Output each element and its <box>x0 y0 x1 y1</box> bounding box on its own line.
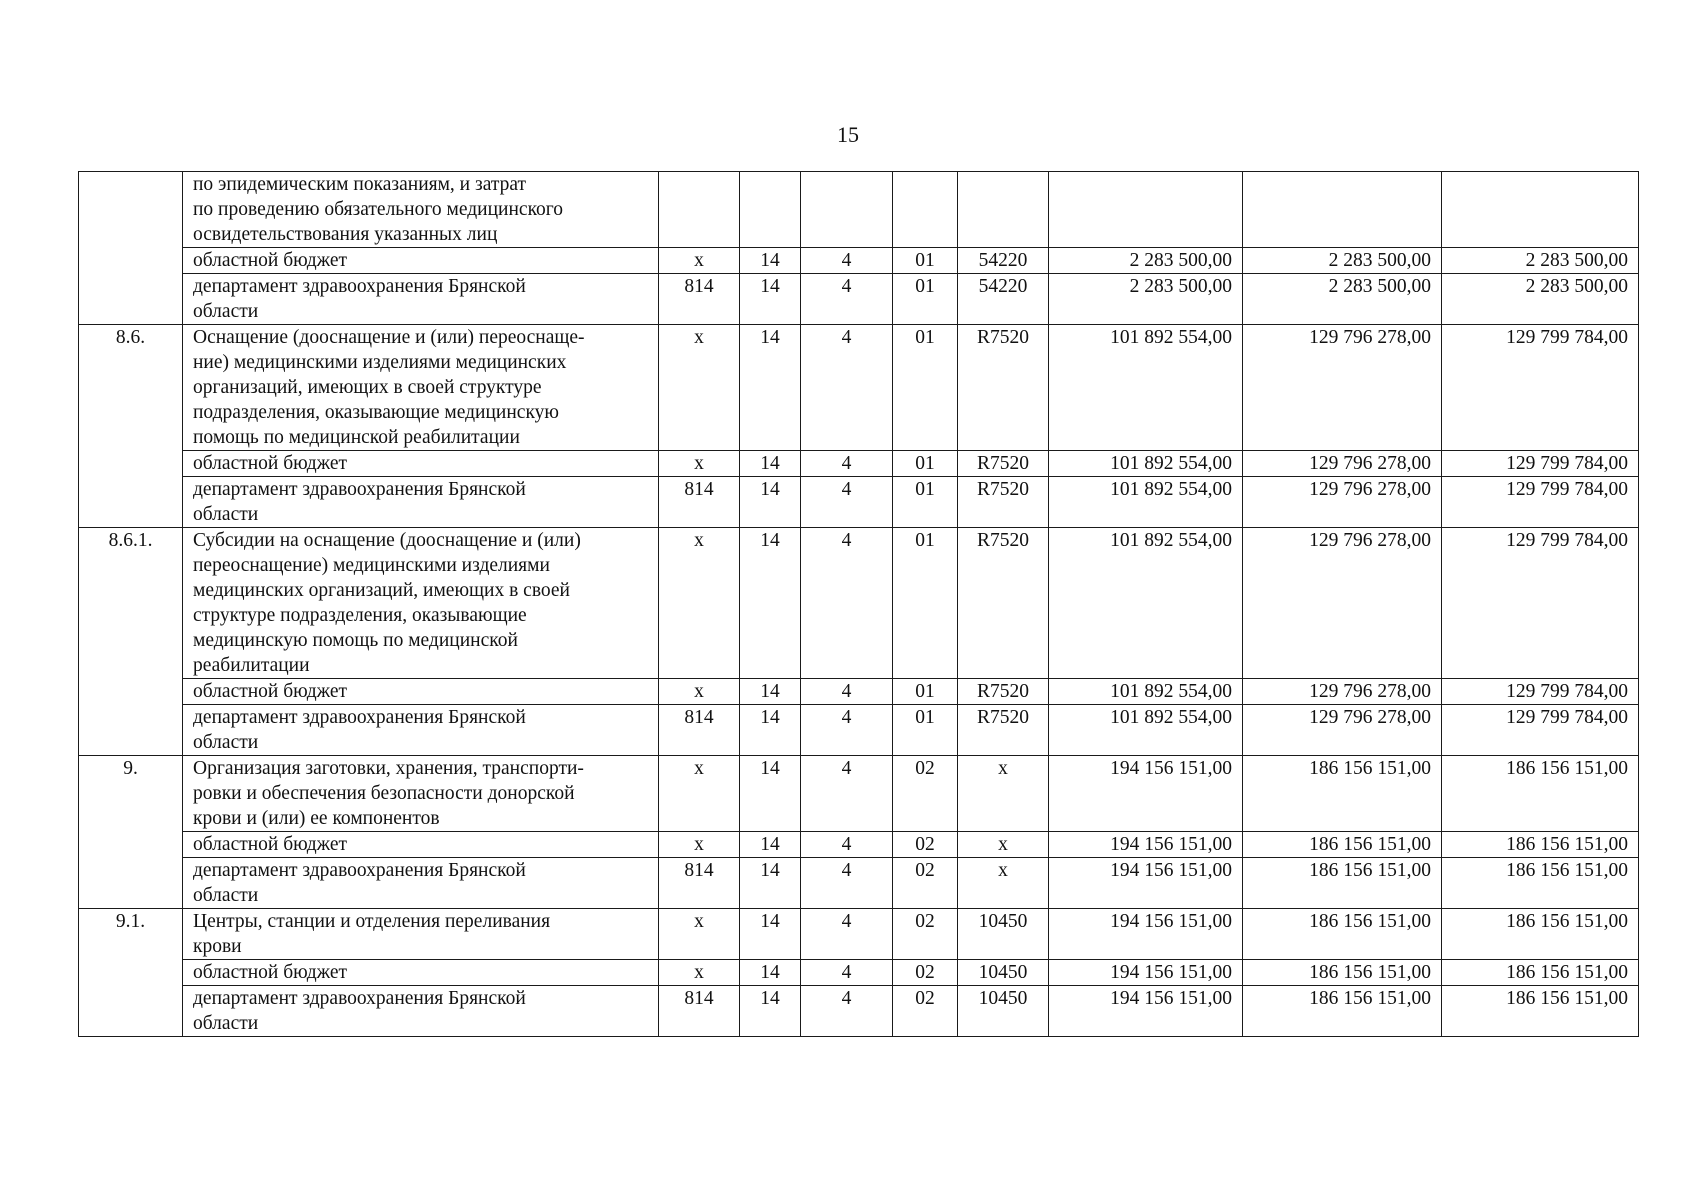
amount-year2-cell: 129 796 278,00 <box>1243 451 1442 477</box>
code-direction-cell: R7520 <box>958 705 1049 756</box>
grbs-cell: x <box>659 451 740 477</box>
code-14-cell: 14 <box>740 477 801 528</box>
description-cell: областной бюджет <box>183 679 659 705</box>
code-4-cell: 4 <box>801 248 893 274</box>
code-direction-cell: 10450 <box>958 986 1049 1037</box>
amount-year3-cell <box>1442 172 1639 248</box>
amount-year2-cell: 2 283 500,00 <box>1243 274 1442 325</box>
code-direction-cell: R7520 <box>958 451 1049 477</box>
code-section-cell: 02 <box>893 960 958 986</box>
description-cell: Центры, станции и отделения переливания крови <box>183 909 659 960</box>
amount-year1-cell: 101 892 554,00 <box>1049 705 1243 756</box>
code-4-cell: 4 <box>801 477 893 528</box>
table-row <box>79 858 1639 909</box>
description-cell: департамент здравоохранения Брянской области <box>183 274 659 325</box>
table-row <box>79 528 1639 679</box>
description-cell: департамент здравоохранения Брянской области <box>183 477 659 528</box>
description-cell: департамент здравоохранения Брянской области <box>183 705 659 756</box>
table-row <box>79 756 1639 832</box>
code-direction-cell: R7520 <box>958 477 1049 528</box>
row-number-cell <box>79 172 183 325</box>
description-cell: департамент здравоохранения Брянской области <box>183 986 659 1037</box>
code-section-cell: 02 <box>893 986 958 1037</box>
description-cell: областной бюджет <box>183 960 659 986</box>
amount-year3-cell: 129 799 784,00 <box>1442 325 1639 451</box>
code-4-cell: 4 <box>801 858 893 909</box>
code-14-cell: 14 <box>740 451 801 477</box>
amount-year2-cell: 129 796 278,00 <box>1243 705 1442 756</box>
code-4-cell: 4 <box>801 451 893 477</box>
amount-year1-cell: 101 892 554,00 <box>1049 477 1243 528</box>
amount-year1-cell: 194 156 151,00 <box>1049 960 1243 986</box>
code-4-cell: 4 <box>801 909 893 960</box>
code-14-cell: 14 <box>740 858 801 909</box>
description-cell: Субсидии на оснащение (дооснащение и (или) переоснащение) медицинскими изделиями медицинских организаций, имеющих в своей структуре подразделения, оказывающие медицинскую помощь по медицинской реабилитации <box>183 528 659 679</box>
code-section-cell <box>893 172 958 248</box>
amount-year2-cell: 129 796 278,00 <box>1243 528 1442 679</box>
code-4-cell <box>801 172 893 248</box>
description-cell: Организация заготовки, хранения, транспорти- ровки и обеспечения безопасности донорской крови и (или) ее компонентов <box>183 756 659 832</box>
grbs-cell: 814 <box>659 274 740 325</box>
code-14-cell <box>740 172 801 248</box>
description-cell: по эпидемическим показаниям, и затрат по проведению обязательного медицинского освидетельствования указанных лиц <box>183 172 659 248</box>
grbs-cell: x <box>659 528 740 679</box>
grbs-cell: 814 <box>659 986 740 1037</box>
code-section-cell: 01 <box>893 248 958 274</box>
code-section-cell: 01 <box>893 705 958 756</box>
code-section-cell: 02 <box>893 756 958 832</box>
budget-table <box>78 171 1639 1037</box>
amount-year3-cell: 186 156 151,00 <box>1442 909 1639 960</box>
code-14-cell: 14 <box>740 248 801 274</box>
amount-year3-cell: 186 156 151,00 <box>1442 960 1639 986</box>
table-row <box>79 832 1639 858</box>
table-row <box>79 325 1639 451</box>
amount-year3-cell: 129 799 784,00 <box>1442 451 1639 477</box>
amount-year2-cell: 186 156 151,00 <box>1243 909 1442 960</box>
code-section-cell: 01 <box>893 679 958 705</box>
amount-year3-cell: 129 799 784,00 <box>1442 528 1639 679</box>
code-direction-cell: 54220 <box>958 248 1049 274</box>
grbs-cell: x <box>659 832 740 858</box>
table-row <box>79 274 1639 325</box>
code-direction-cell: R7520 <box>958 325 1049 451</box>
code-4-cell: 4 <box>801 832 893 858</box>
amount-year3-cell: 186 156 151,00 <box>1442 986 1639 1037</box>
description-cell: департамент здравоохранения Брянской области <box>183 858 659 909</box>
amount-year2-cell: 2 283 500,00 <box>1243 248 1442 274</box>
code-direction-cell: 54220 <box>958 274 1049 325</box>
amount-year3-cell: 186 156 151,00 <box>1442 832 1639 858</box>
table-row <box>79 960 1639 986</box>
code-direction-cell: 10450 <box>958 909 1049 960</box>
amount-year1-cell: 194 156 151,00 <box>1049 909 1243 960</box>
code-14-cell: 14 <box>740 705 801 756</box>
code-section-cell: 01 <box>893 451 958 477</box>
grbs-cell: 814 <box>659 477 740 528</box>
code-14-cell: 14 <box>740 832 801 858</box>
grbs-cell: x <box>659 909 740 960</box>
amount-year1-cell: 101 892 554,00 <box>1049 528 1243 679</box>
grbs-cell: x <box>659 325 740 451</box>
grbs-cell: x <box>659 756 740 832</box>
code-4-cell: 4 <box>801 325 893 451</box>
page-number: 15 <box>837 122 859 147</box>
amount-year1-cell: 194 156 151,00 <box>1049 832 1243 858</box>
code-direction-cell: x <box>958 832 1049 858</box>
code-direction-cell: R7520 <box>958 679 1049 705</box>
code-14-cell: 14 <box>740 274 801 325</box>
code-direction-cell: R7520 <box>958 528 1049 679</box>
amount-year1-cell: 194 156 151,00 <box>1049 756 1243 832</box>
description-cell: областной бюджет <box>183 451 659 477</box>
amount-year1-cell: 101 892 554,00 <box>1049 679 1243 705</box>
table-row <box>79 909 1639 960</box>
table-row <box>79 451 1639 477</box>
row-number-cell: 9. <box>79 756 183 909</box>
amount-year3-cell: 129 799 784,00 <box>1442 679 1639 705</box>
table-row <box>79 679 1639 705</box>
amount-year2-cell: 129 796 278,00 <box>1243 477 1442 528</box>
code-section-cell: 01 <box>893 528 958 679</box>
code-direction-cell: 10450 <box>958 960 1049 986</box>
table-row <box>79 477 1639 528</box>
grbs-cell: x <box>659 248 740 274</box>
code-section-cell: 01 <box>893 274 958 325</box>
amount-year1-cell: 194 156 151,00 <box>1049 858 1243 909</box>
code-4-cell: 4 <box>801 528 893 679</box>
amount-year1-cell <box>1049 172 1243 248</box>
table-row <box>79 172 1639 248</box>
amount-year3-cell: 2 283 500,00 <box>1442 248 1639 274</box>
amount-year2-cell: 129 796 278,00 <box>1243 679 1442 705</box>
grbs-cell <box>659 172 740 248</box>
amount-year2-cell: 186 156 151,00 <box>1243 832 1442 858</box>
description-cell: областной бюджет <box>183 248 659 274</box>
amount-year2-cell: 186 156 151,00 <box>1243 986 1442 1037</box>
code-4-cell: 4 <box>801 986 893 1037</box>
row-number-cell: 9.1. <box>79 909 183 1037</box>
code-direction-cell: x <box>958 756 1049 832</box>
row-number-cell: 8.6. <box>79 325 183 528</box>
grbs-cell: x <box>659 960 740 986</box>
code-4-cell: 4 <box>801 756 893 832</box>
code-4-cell: 4 <box>801 705 893 756</box>
code-direction-cell: x <box>958 858 1049 909</box>
amount-year1-cell: 101 892 554,00 <box>1049 325 1243 451</box>
table-row <box>79 248 1639 274</box>
amount-year2-cell: 129 796 278,00 <box>1243 325 1442 451</box>
table-row <box>79 705 1639 756</box>
amount-year1-cell: 2 283 500,00 <box>1049 248 1243 274</box>
code-4-cell: 4 <box>801 274 893 325</box>
code-section-cell: 01 <box>893 477 958 528</box>
code-section-cell: 02 <box>893 832 958 858</box>
amount-year1-cell: 194 156 151,00 <box>1049 986 1243 1037</box>
amount-year1-cell: 101 892 554,00 <box>1049 451 1243 477</box>
code-4-cell: 4 <box>801 960 893 986</box>
code-14-cell: 14 <box>740 756 801 832</box>
grbs-cell: 814 <box>659 858 740 909</box>
amount-year3-cell: 186 156 151,00 <box>1442 858 1639 909</box>
amount-year2-cell <box>1243 172 1442 248</box>
amount-year3-cell: 2 283 500,00 <box>1442 274 1639 325</box>
code-section-cell: 02 <box>893 909 958 960</box>
amount-year3-cell: 129 799 784,00 <box>1442 477 1639 528</box>
code-14-cell: 14 <box>740 325 801 451</box>
code-14-cell: 14 <box>740 528 801 679</box>
description-cell: Оснащение (дооснащение и (или) переоснаще- ние) медицинскими изделиями медицинских организаций, имеющих в своей структуре подразделения, оказывающие медицинскую помощь по медицинской реабилитации <box>183 325 659 451</box>
code-14-cell: 14 <box>740 909 801 960</box>
amount-year3-cell: 186 156 151,00 <box>1442 756 1639 832</box>
amount-year2-cell: 186 156 151,00 <box>1243 960 1442 986</box>
amount-year2-cell: 186 156 151,00 <box>1243 858 1442 909</box>
code-4-cell: 4 <box>801 679 893 705</box>
row-number-cell: 8.6.1. <box>79 528 183 756</box>
amount-year1-cell: 2 283 500,00 <box>1049 274 1243 325</box>
code-14-cell: 14 <box>740 960 801 986</box>
table-row <box>79 986 1639 1037</box>
description-cell: областной бюджет <box>183 832 659 858</box>
grbs-cell: 814 <box>659 705 740 756</box>
code-direction-cell <box>958 172 1049 248</box>
amount-year2-cell: 186 156 151,00 <box>1243 756 1442 832</box>
amount-year3-cell: 129 799 784,00 <box>1442 705 1639 756</box>
code-section-cell: 01 <box>893 325 958 451</box>
code-14-cell: 14 <box>740 679 801 705</box>
grbs-cell: x <box>659 679 740 705</box>
code-14-cell: 14 <box>740 986 801 1037</box>
code-section-cell: 02 <box>893 858 958 909</box>
